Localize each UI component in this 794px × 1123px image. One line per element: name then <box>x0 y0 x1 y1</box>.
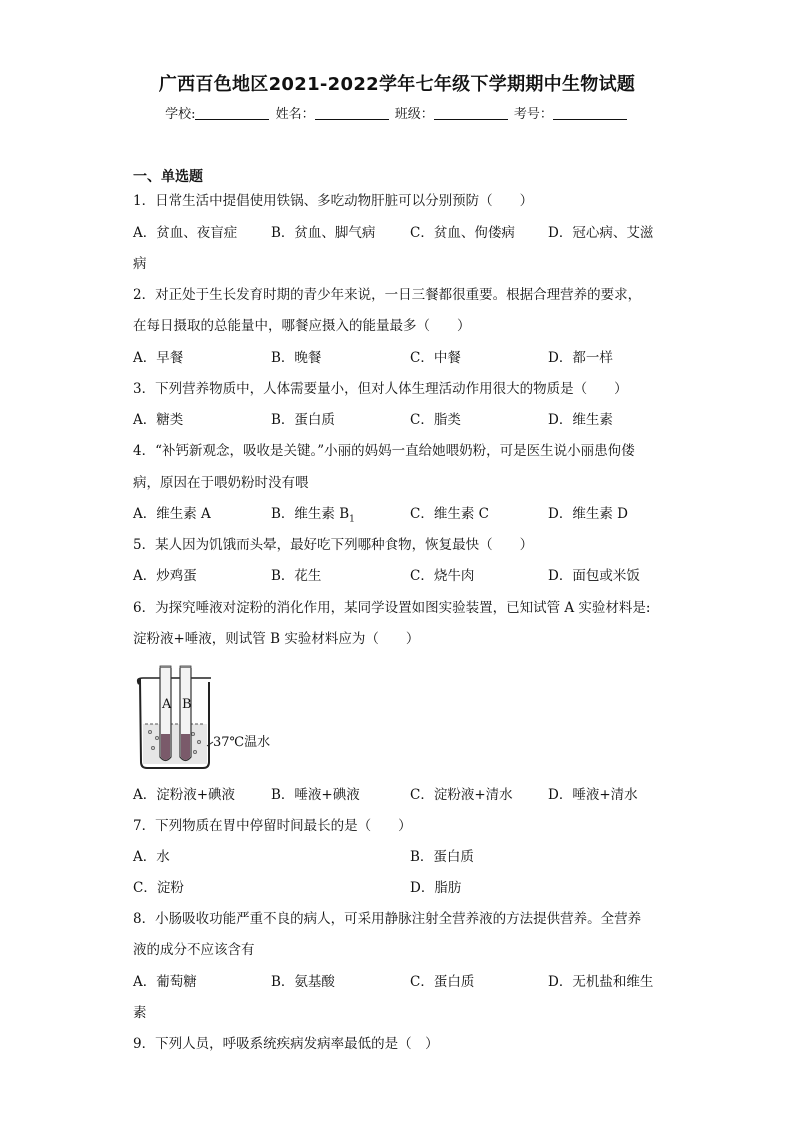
question-3-option-d: D．维生素 <box>548 412 613 428</box>
question-4-option-b-subscript: 1 <box>349 514 355 525</box>
question-4-option-b-text: B．维生素 B <box>271 506 350 522</box>
question-7-option-a: A．水 <box>133 849 170 865</box>
question-2-option-b: B．晚餐 <box>271 350 322 366</box>
question-6-option-b: B．唾液+碘液 <box>271 787 360 803</box>
water-label: 37℃温水 <box>213 735 271 750</box>
question-1-option-c: C．贫血、佝偻病 <box>410 225 515 241</box>
question-8-option-c: C．蛋白质 <box>410 974 475 990</box>
student-info-row <box>0 103 794 122</box>
question-8-stem-line-1: 8．小肠吸收功能严重不良的病人，可采用静脉注射全营养液的方法提供营养。全营养 <box>133 911 642 927</box>
question-6-stem-line-1: 6．为探究唾液对淀粉的消化作用，某同学设置如图实验装置，已知试管 A 实验材料是: <box>133 600 651 616</box>
question-2-stem-line-2: 在每日摄取的总能量中，哪餐应摄入的能量最多（ ） <box>133 318 471 334</box>
question-2-stem-line-1: 2．对正处于生长发育时期的青少年来说，一日三餐都很重要。根据合理营养的要求， <box>133 287 642 303</box>
question-3-option-b: B．蛋白质 <box>271 412 335 428</box>
question-4-option-a: A．维生素 A <box>133 506 211 522</box>
question-3-option-a: A．糖类 <box>133 412 184 428</box>
question-4-stem-line-2: 病，原因在于喂奶粉时没有喂 <box>133 475 309 491</box>
beaker-rim <box>138 678 211 684</box>
number-field[interactable] <box>553 106 627 120</box>
question-4-option-b <box>271 505 355 529</box>
class-field[interactable] <box>434 106 508 120</box>
tube-b-label: B <box>182 697 192 712</box>
experiment-figure <box>133 662 283 774</box>
question-5-option-b: B．花生 <box>271 568 322 584</box>
question-1-option-a: A．贫血、夜盲症 <box>133 225 238 241</box>
question-8-option-a: A．葡萄糖 <box>133 974 197 990</box>
section-heading: 一、单选题 <box>133 169 203 185</box>
question-5-option-c: C．烧牛肉 <box>410 568 475 584</box>
question-9-stem: 9．下列人员，呼吸系统疾病发病率最低的是（ ） <box>133 1036 439 1052</box>
warm-water <box>143 724 207 764</box>
question-3-stem: 3．下列营养物质中，人体需要量小，但对人体生理活动作用很大的物质是（ ） <box>133 381 628 397</box>
question-3-option-c: C．脂类 <box>410 412 461 428</box>
question-4-stem-line-1: 4．“补钙新观念，吸收是关键。”小丽的妈妈一直给她喂奶粉，可是医生说小丽患佝偻 <box>133 443 635 459</box>
question-1-option-d: D．冠心病、艾滋 <box>548 225 654 241</box>
question-2-option-c: C．中餐 <box>410 350 461 366</box>
question-4-option-c: C．维生素 C <box>410 506 489 522</box>
question-7-option-b: B．蛋白质 <box>410 849 474 865</box>
tube-a-liquid <box>161 734 170 760</box>
name-field[interactable] <box>315 106 389 120</box>
beaker-diagram <box>133 662 283 774</box>
question-4-option-d: D．维生素 D <box>548 506 628 522</box>
question-8-option-d-continued: 素 <box>133 1005 147 1021</box>
tube-a-label: A <box>162 697 172 712</box>
question-8-option-b: B．氨基酸 <box>271 974 335 990</box>
question-1-option-d-continued: 病 <box>133 256 147 272</box>
page-title: 广西百色地区2021-2022学年七年级下学期期中生物试题 <box>158 74 636 95</box>
name-label: 姓名： <box>275 107 315 122</box>
school-label: 学校: <box>165 107 196 122</box>
tube-b-liquid <box>181 734 190 760</box>
question-7-option-d: D．脂肪 <box>410 880 462 896</box>
question-5-option-d: D．面包或米饭 <box>548 568 640 584</box>
test-tube-a <box>160 666 171 761</box>
question-6-option-d: D．唾液+清水 <box>548 787 638 803</box>
test-tube-b <box>180 666 191 761</box>
question-7-option-c: C．淀粉 <box>133 880 184 896</box>
question-8-option-d: D．无机盐和维生 <box>548 974 654 990</box>
question-2-option-d: D．都一样 <box>548 350 613 366</box>
question-5-stem: 5．某人因为饥饿而头晕，最好吃下列哪种食物，恢复最快（ ） <box>133 537 534 553</box>
question-6-option-c: C．淀粉液+清水 <box>410 787 513 803</box>
number-label: 考号： <box>513 107 553 122</box>
question-5-option-a: A．炒鸡蛋 <box>133 568 197 584</box>
question-6-stem-line-2: 淀粉液+唾液，则试管 B 实验材料应为（ ） <box>133 631 420 647</box>
question-1-option-b: B．贫血、脚气病 <box>271 225 376 241</box>
question-6-option-a: A．淀粉液+碘液 <box>133 787 236 803</box>
question-1-stem: 1．日常生活中提倡使用铁锅、多吃动物肝脏可以分别预防（ ） <box>133 193 534 209</box>
school-field[interactable] <box>195 106 269 120</box>
question-2-option-a: A．早餐 <box>133 350 184 366</box>
question-7-stem: 7．下列物质在胃中停留时间最长的是（ ） <box>133 818 412 834</box>
question-8-stem-line-2: 液的成分不应该含有 <box>133 942 255 958</box>
class-label: 班级： <box>394 107 434 122</box>
